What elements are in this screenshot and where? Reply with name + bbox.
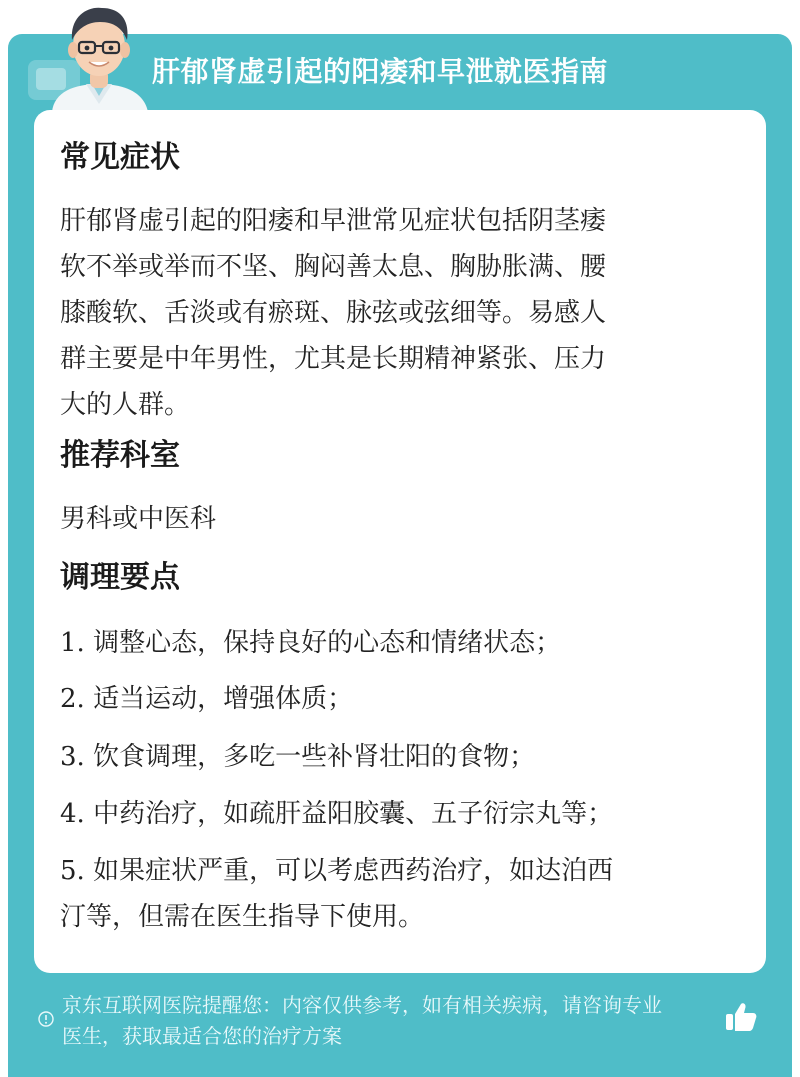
list-number: 2.: [60, 684, 85, 714]
footer-line: 京东互联网医院提醒您：内容仅供参考，如有相关疾病，请咨询专业: [62, 993, 662, 1017]
footer-line: 医生，获取最适合您的治疗方案: [62, 1024, 342, 1048]
symptoms-line: 肝郁肾虚引起的阳痿和早泄常见症状包括阴茎痿: [60, 206, 607, 236]
section-title-symptoms: 常见症状: [60, 140, 180, 175]
list-text: 中药治疗，如疏肝益阳胶囊、五子衍宗丸等；: [93, 799, 614, 829]
symptoms-line: 软不举或举而不坚、胸闷善太息、胸胁胀满、腰: [60, 252, 607, 282]
department-text: 男科或中医科: [60, 504, 217, 534]
list-text: 调整心态，保持良好的心态和情绪状态；: [93, 628, 562, 658]
list-item: [60, 791, 730, 837]
thumbs-up-icon[interactable]: [724, 1000, 758, 1034]
symptoms-text: [60, 198, 730, 428]
section-title-department: 推荐科室: [60, 438, 180, 473]
doctor-avatar-icon: [44, 0, 154, 112]
list-number: 4.: [60, 799, 85, 829]
list-text: 饮食调理，多吃一些补肾壮阳的食物；: [93, 742, 536, 772]
list-item: [60, 676, 730, 722]
list-number: 5.: [60, 856, 85, 886]
list-item: [60, 848, 730, 940]
list-text-continued: 汀等，但需在医生指导下使用。: [60, 902, 425, 932]
footer-text: [62, 990, 732, 1052]
list-item: [60, 620, 730, 666]
list-text: 适当运动，增强体质；: [93, 684, 354, 714]
page-title: 肝郁肾虚引起的阳痿和早泄就医指南: [152, 55, 609, 88]
info-circle-icon: [38, 1011, 54, 1027]
symptoms-line: 群主要是中年男性，尤其是长期精神紧张、压力: [60, 344, 607, 374]
list-item: [60, 734, 730, 780]
content-card: [34, 110, 766, 973]
list-text: 如果症状严重，可以考虑西药治疗，如达泊西: [93, 856, 614, 886]
list-number: 1.: [60, 628, 85, 658]
list-number: 3.: [60, 742, 85, 772]
section-title-care: 调理要点: [60, 560, 180, 595]
symptoms-line: 膝酸软、舌淡或有瘀斑、脉弦或弦细等。易感人: [60, 298, 607, 328]
symptoms-line: 大的人群。: [60, 390, 191, 420]
footer-disclaimer: [36, 990, 766, 1060]
